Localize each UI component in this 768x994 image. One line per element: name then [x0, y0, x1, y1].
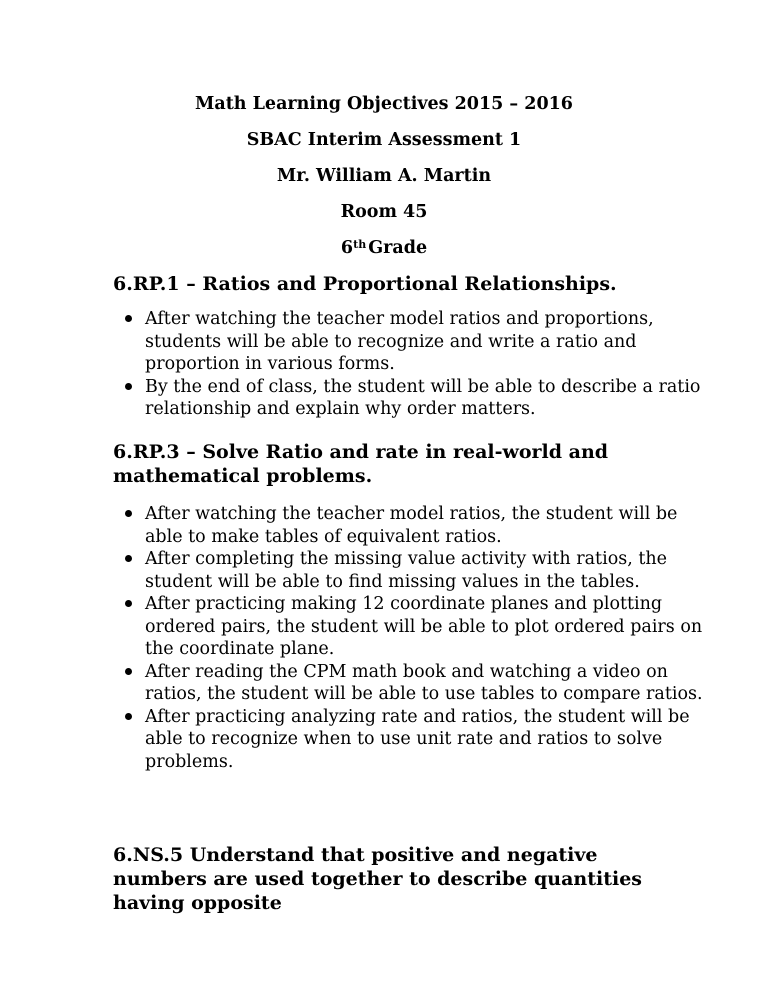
teacher-name: Mr. William A. Martin — [276, 166, 492, 186]
section-list-rp1 — [113, 308, 703, 421]
section-list-rp3 — [113, 503, 703, 773]
bullet-icon — [125, 668, 132, 675]
list-item — [113, 661, 703, 706]
list-item-text: After watching the teacher model ratios, the student will be able to make tables of equivalent ratios. — [145, 504, 678, 547]
list-item-text: After practicing making 12 coordinate planes and plotting ordered pairs, the student will be able to plot ordered pairs on the coordinate plane. — [145, 594, 703, 659]
grade-word: Grade — [368, 238, 428, 258]
bullet-icon — [125, 315, 132, 322]
document-title: Math Learning Objectives 2015 – 2016 — [195, 94, 573, 114]
list-item — [113, 503, 703, 548]
list-item-text: After reading the CPM math book and watching a video on ratios, the student will be able to use tables to compare ratios. — [145, 661, 703, 704]
list-item — [113, 548, 703, 593]
list-item-text: By the end of class, the student will be able to describe a ratio relationship and explain why order matters. — [145, 376, 701, 419]
list-item-text: After watching the teacher model ratios and proportions, students will be able to recognize and write a ratio and proportion in various forms. — [145, 309, 654, 374]
section-heading-rp3: 6.RP.3 – Solve Ratio and rate in real-world and mathematical problems. — [113, 441, 609, 487]
bullet-icon — [125, 713, 132, 720]
bullet-icon — [125, 383, 132, 390]
list-item-text: After practicing analyzing rate and ratios, the student will be able to recognize when to use unit rate and ratios to solve problems. — [145, 706, 690, 772]
section-heading-ns5: 6.NS.5 Understand that positive and negative numbers are used together to describe quantities having opposite — [113, 844, 642, 914]
bullet-icon — [125, 510, 132, 517]
grade-suffix: th — [353, 238, 367, 251]
assessment-name: SBAC Interim Assessment 1 — [246, 130, 522, 150]
grade-number: 6 — [340, 238, 354, 258]
list-item — [113, 706, 703, 774]
section-heading-rp1: 6.RP.1 – Ratios and Proportional Relationships. — [113, 273, 617, 295]
list-item — [113, 593, 703, 661]
bullet-icon — [125, 600, 132, 607]
list-item — [113, 308, 703, 376]
list-item — [113, 376, 703, 421]
bullet-icon — [125, 555, 132, 562]
list-item-text: After completing the missing value activity with ratios, the student will be able to find missing values in the tables. — [145, 549, 667, 592]
grade-level — [0, 237, 768, 259]
room-number: Room 45 — [340, 202, 428, 222]
